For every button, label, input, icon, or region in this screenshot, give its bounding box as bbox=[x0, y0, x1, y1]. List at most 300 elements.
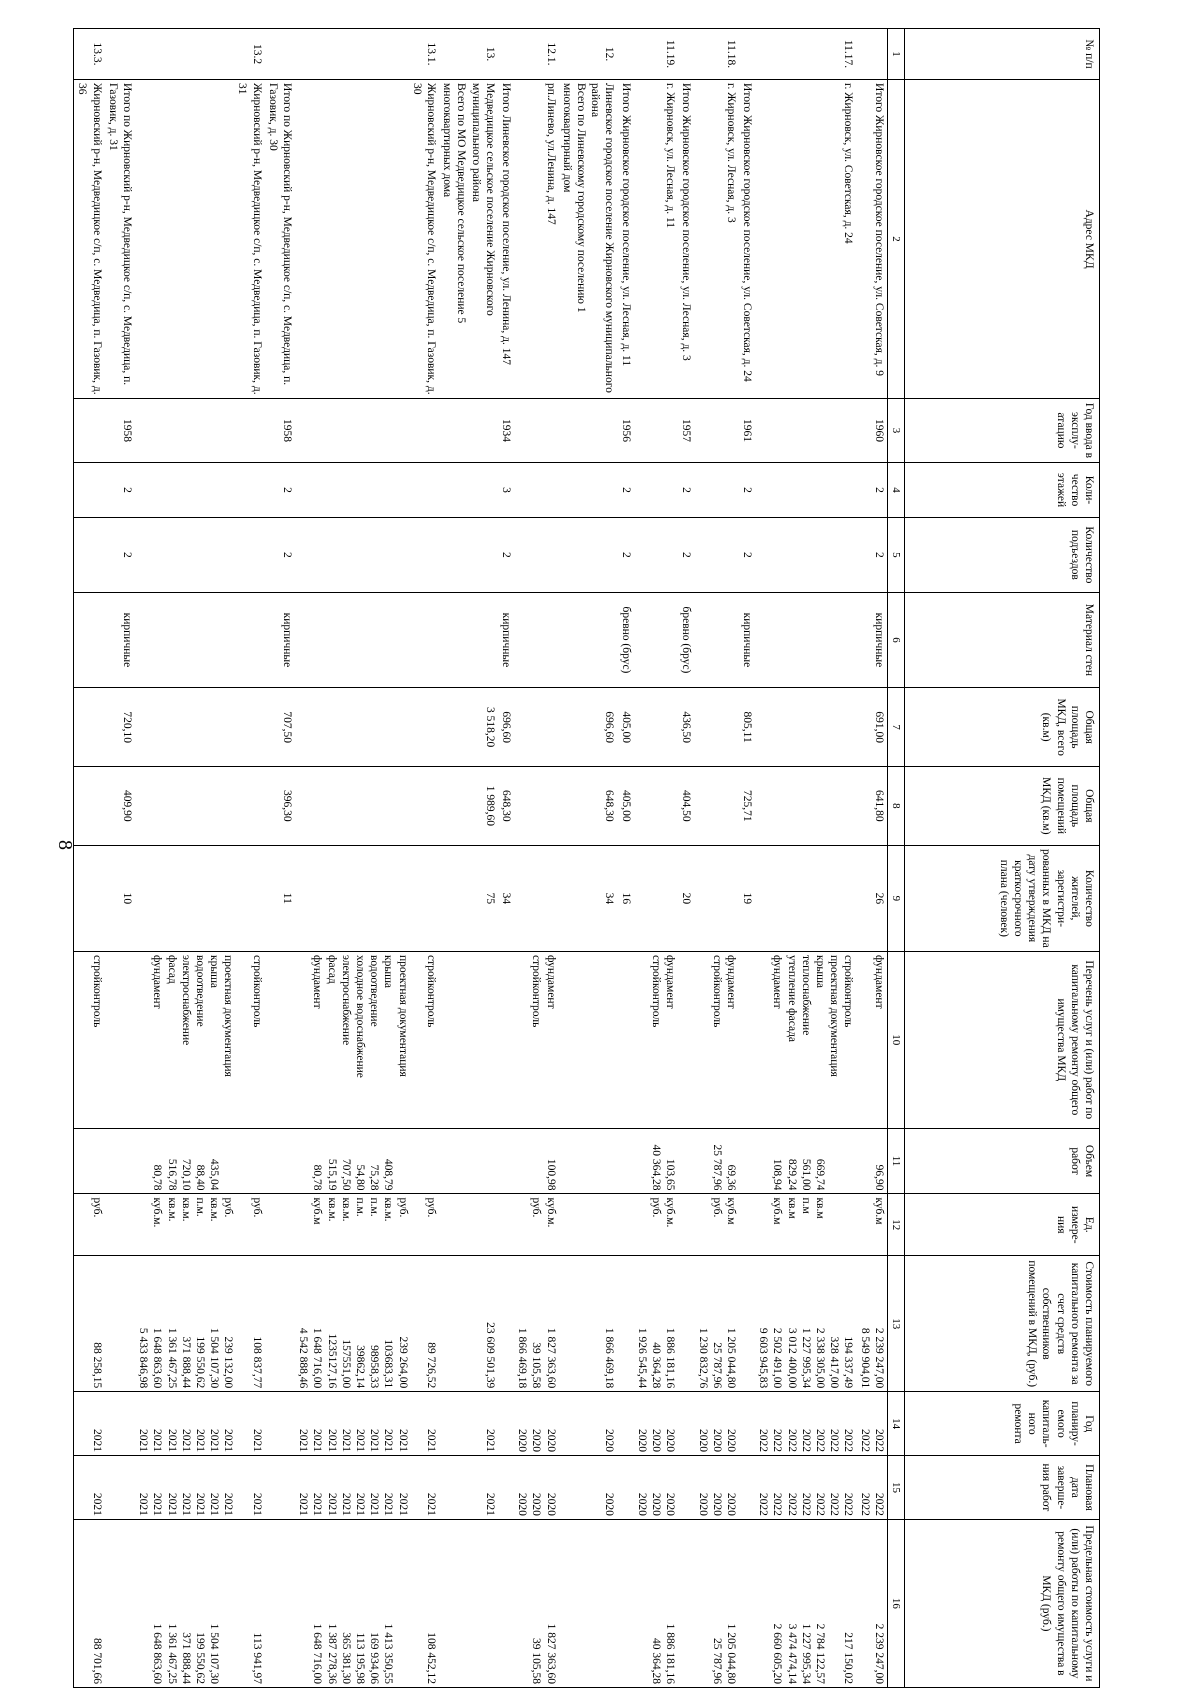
units-line: п.м. bbox=[368, 1197, 381, 1217]
end-year-cell bbox=[755, 1456, 856, 1520]
cost-line: 157551,00 bbox=[339, 1339, 352, 1389]
address-cell bbox=[105, 80, 135, 399]
volume-line: 80,78 bbox=[311, 1164, 324, 1191]
units-cell bbox=[634, 1194, 679, 1256]
end-year-line: 2021 bbox=[382, 1492, 395, 1516]
cost-line: 40 364,28 bbox=[649, 1342, 662, 1389]
plan-year-line: 2021 bbox=[368, 1429, 381, 1453]
end-year-line: 2021 bbox=[483, 1492, 496, 1516]
address-cell bbox=[559, 80, 618, 399]
volume-line: 75,28 bbox=[368, 1164, 381, 1191]
floors-cell: 2 bbox=[856, 462, 887, 517]
rooms-area-cell bbox=[514, 766, 559, 845]
end-year-line: 2020 bbox=[710, 1492, 723, 1516]
limit-cost-line: 2 784 122,57 bbox=[814, 1623, 827, 1684]
end-year-line: 2022 bbox=[858, 1492, 871, 1516]
address-cell bbox=[678, 80, 694, 399]
residents-cell bbox=[694, 845, 739, 951]
plan-year-line: 2021 bbox=[193, 1429, 206, 1453]
residents-cell: 10 bbox=[105, 845, 135, 951]
wall-material-cell bbox=[514, 592, 559, 688]
total-area-cell bbox=[295, 688, 439, 767]
end-year-cell bbox=[295, 1456, 439, 1520]
plan-year-cell bbox=[105, 1392, 135, 1456]
works-list-line: стройконтроль bbox=[710, 955, 723, 1028]
plan-year-cell bbox=[739, 1392, 755, 1456]
row-number: 12. bbox=[559, 29, 618, 80]
limit-cost-cell bbox=[74, 1519, 105, 1687]
volume-line: 516,78 bbox=[165, 1158, 178, 1191]
units-cell bbox=[514, 1194, 559, 1256]
works-list-line: фасад bbox=[165, 955, 178, 984]
cost-line: 1 648 716,00 bbox=[311, 1327, 324, 1389]
plan-year-line: 2021 bbox=[297, 1429, 310, 1453]
cost-line: 103683,31 bbox=[382, 1339, 395, 1389]
row-number: 12.1. bbox=[514, 29, 559, 80]
cost-cell bbox=[634, 1256, 679, 1392]
units-line: кв.м. bbox=[165, 1197, 178, 1222]
end-year-line: 2020 bbox=[516, 1492, 529, 1516]
column-header: Год планиру-емого капиталь-ного ремонта bbox=[905, 1392, 1100, 1456]
plan-year-line: 2021 bbox=[90, 1429, 103, 1453]
works-list-line: проектная документация bbox=[222, 955, 235, 1077]
cost-cell bbox=[856, 1256, 887, 1392]
units-line bbox=[827, 1197, 841, 1252]
limit-cost-cell bbox=[739, 1519, 755, 1687]
works-list-cell bbox=[739, 952, 755, 1129]
end-year-cell bbox=[739, 1456, 755, 1520]
row-number: 13.1. bbox=[295, 29, 439, 80]
floors-cell: 2 bbox=[105, 462, 135, 517]
cost-line: 25 787,96 bbox=[710, 1342, 723, 1389]
units-line: куб.м. bbox=[544, 1197, 557, 1228]
cost-line: 1 926 545,44 bbox=[635, 1327, 648, 1389]
volume-line bbox=[395, 1132, 409, 1191]
works-list-line: фундамент bbox=[771, 955, 784, 1009]
cost-line: 5 433 846,98 bbox=[137, 1327, 150, 1389]
table-row bbox=[105, 29, 135, 1688]
units-line: руб. bbox=[649, 1197, 662, 1218]
units-line bbox=[841, 1197, 855, 1252]
address-line: Жирновский р-н, Медведицкое с/п, с. Медведица, п. Газовик, д. 31 bbox=[236, 83, 263, 395]
works-list-cell bbox=[295, 952, 439, 1129]
row-number: 13.3. bbox=[74, 29, 105, 80]
units-line: куб.м bbox=[872, 1197, 885, 1225]
address-cell bbox=[74, 80, 105, 399]
end-year-line: 2021 bbox=[165, 1492, 178, 1516]
floors-cell bbox=[559, 462, 618, 517]
table-row bbox=[498, 29, 514, 1688]
units-cell bbox=[694, 1194, 739, 1256]
column-number: 12 bbox=[887, 1194, 904, 1256]
table-body bbox=[74, 29, 888, 1688]
table-row bbox=[439, 29, 498, 1688]
volume-line: 100,98 bbox=[544, 1158, 557, 1191]
plan-year-line: 2022 bbox=[858, 1429, 871, 1453]
plan-year-line: 2020 bbox=[603, 1429, 616, 1453]
column-header: Объем работ bbox=[905, 1128, 1100, 1194]
address-cell bbox=[439, 80, 498, 399]
volume-line bbox=[529, 1132, 543, 1191]
year-built-cell: 1958 bbox=[265, 399, 295, 463]
works-list-line: крыша bbox=[814, 955, 827, 989]
plan-year-line: 2021 bbox=[137, 1429, 150, 1453]
volume-line: 720,10 bbox=[179, 1158, 192, 1191]
plan-year-line: 2020 bbox=[664, 1429, 677, 1453]
volume-cell bbox=[74, 1128, 105, 1194]
cost-line: 1 230 832,76 bbox=[696, 1327, 709, 1389]
address-line: Медведицкое сельское поселение Жирновского муниципального района bbox=[469, 83, 496, 316]
limit-cost-line: 113 195,98 bbox=[354, 1632, 367, 1684]
table-row bbox=[559, 29, 618, 1688]
units-line: руб. bbox=[710, 1197, 723, 1218]
total-area-cell: 436,50 bbox=[678, 688, 694, 767]
residents-cell: 16 bbox=[617, 845, 633, 951]
units-line: кв.м. bbox=[325, 1197, 338, 1222]
floors-cell bbox=[295, 462, 439, 517]
end-year-cell bbox=[498, 1456, 514, 1520]
rooms-area-cell bbox=[295, 766, 439, 845]
plan-year-line: 2022 bbox=[771, 1429, 784, 1453]
cost-line: 328 417,00 bbox=[828, 1336, 841, 1389]
end-year-line: 2020 bbox=[544, 1492, 557, 1516]
plan-year-cell bbox=[559, 1392, 618, 1456]
column-header: Количество подъездов bbox=[905, 518, 1100, 592]
year-built-cell bbox=[439, 399, 498, 463]
cost-line bbox=[410, 1259, 424, 1388]
works-list-cell bbox=[856, 952, 887, 1129]
limit-cost-line bbox=[235, 1523, 249, 1684]
units-cell bbox=[295, 1194, 439, 1256]
plan-year-cell bbox=[439, 1392, 498, 1456]
works-list-cell bbox=[755, 952, 856, 1129]
works-list-cell bbox=[498, 952, 514, 1129]
cost-cell bbox=[105, 1256, 135, 1392]
cost-line: 3 012 400,00 bbox=[785, 1327, 798, 1389]
floors-cell bbox=[634, 462, 679, 517]
limit-cost-line bbox=[410, 1523, 424, 1684]
column-number: 15 bbox=[887, 1456, 904, 1520]
volume-line: 80,78 bbox=[151, 1164, 164, 1191]
units-cell bbox=[265, 1194, 295, 1256]
total-area-cell: 696,60 bbox=[498, 688, 514, 767]
cost-line: 1 866 469,18 bbox=[516, 1327, 529, 1389]
works-list-line: теплоснабжение bbox=[799, 955, 812, 1036]
limit-cost-line bbox=[827, 1523, 841, 1684]
works-list-line: стройконтроль bbox=[90, 955, 103, 1028]
end-year-line: 2021 bbox=[339, 1492, 352, 1516]
limit-cost-line: 1 387 278,36 bbox=[325, 1623, 338, 1684]
wall-material-cell bbox=[559, 592, 618, 688]
plan-year-cell bbox=[617, 1392, 633, 1456]
units-line: руб. bbox=[222, 1197, 235, 1218]
column-number: 13 bbox=[887, 1256, 904, 1392]
residents-cell: 34 bbox=[498, 845, 514, 951]
end-year-line: 2021 bbox=[368, 1492, 381, 1516]
residents-cell: 26 bbox=[856, 845, 887, 951]
works-list-cell bbox=[559, 952, 618, 1129]
works-list-line bbox=[235, 955, 249, 1125]
units-cell bbox=[105, 1194, 135, 1256]
address-line: Всего по МО Медведицкое сельское поселение 5 многоквартирных дома bbox=[441, 83, 468, 324]
end-year-cell bbox=[559, 1456, 618, 1520]
units-cell bbox=[135, 1194, 265, 1256]
capital-repair-plan-table bbox=[76, 28, 1100, 1688]
table-row bbox=[135, 29, 265, 1688]
volume-line: 69,36 bbox=[724, 1164, 737, 1191]
limit-cost-line: 88 701,66 bbox=[90, 1638, 103, 1684]
row-number bbox=[498, 29, 514, 80]
units-line bbox=[235, 1197, 249, 1252]
end-year-line: 2021 bbox=[90, 1492, 103, 1516]
cost-line: 2 338 305,00 bbox=[814, 1327, 827, 1389]
limit-cost-line: 3 474 474,14 bbox=[785, 1623, 798, 1684]
row-number: 13. bbox=[439, 29, 498, 80]
plan-year-cell bbox=[694, 1392, 739, 1456]
cost-line: 1 866 469,18 bbox=[603, 1327, 616, 1389]
plan-year-line: 2021 bbox=[483, 1429, 496, 1453]
column-header: Предельная стоимость услуги и (или) работы по капитальному ремонту общего имущества в МКД (руб.) bbox=[905, 1519, 1100, 1687]
cost-cell bbox=[135, 1256, 265, 1392]
year-built-cell bbox=[634, 399, 679, 463]
column-number-row bbox=[887, 29, 904, 1688]
cost-line: 239 264,00 bbox=[396, 1336, 409, 1389]
volume-line: 829,24 bbox=[785, 1158, 798, 1191]
column-header: Материал стен bbox=[905, 592, 1100, 688]
works-list-cell bbox=[694, 952, 739, 1129]
volume-line bbox=[89, 1132, 103, 1191]
cost-cell bbox=[295, 1256, 439, 1392]
plan-year-line: 2022 bbox=[785, 1429, 798, 1453]
total-area-cell: 3 518,20 bbox=[439, 688, 498, 767]
volume-cell bbox=[694, 1128, 739, 1194]
cost-cell bbox=[74, 1256, 105, 1392]
end-year-line: 2022 bbox=[785, 1492, 798, 1516]
wall-material-cell: кирпичные bbox=[739, 592, 755, 688]
units-line: кв.м. bbox=[179, 1197, 192, 1222]
floors-cell: 2 bbox=[678, 462, 694, 517]
year-built-cell bbox=[74, 399, 105, 463]
table-row bbox=[514, 29, 559, 1688]
column-header: Плановая дата заверше-ния работ bbox=[905, 1456, 1100, 1520]
works-list-line: электроснабжение bbox=[339, 955, 352, 1046]
row-number: 11.18. bbox=[694, 29, 739, 80]
floors-cell bbox=[439, 462, 498, 517]
column-number: 7 bbox=[887, 688, 904, 767]
address-line: Итого Жирновское городское поселение, ул. Советская, д. 24 bbox=[741, 83, 754, 382]
row-number: 11.19. bbox=[634, 29, 679, 80]
volume-line bbox=[250, 1132, 264, 1191]
works-list-line: фасад bbox=[325, 955, 338, 984]
units-line: руб. bbox=[90, 1197, 103, 1218]
limit-cost-line: 1 205 044,80 bbox=[724, 1623, 737, 1684]
column-header: Адрес МКД bbox=[905, 80, 1100, 399]
cost-cell bbox=[694, 1256, 739, 1392]
column-header: № п/п bbox=[905, 29, 1100, 80]
end-year-cell bbox=[135, 1456, 265, 1520]
end-year-line: 2021 bbox=[151, 1492, 164, 1516]
volume-line: 88,40 bbox=[193, 1164, 206, 1191]
end-year-line: 2021 bbox=[396, 1492, 409, 1516]
end-year-line: 2021 bbox=[325, 1492, 338, 1516]
year-built-cell bbox=[514, 399, 559, 463]
works-list-line: стройконтроль bbox=[649, 955, 662, 1028]
entrances-cell bbox=[74, 518, 105, 592]
volume-cell bbox=[739, 1128, 755, 1194]
units-line: куб.м bbox=[724, 1197, 737, 1225]
end-year-line: 2021 bbox=[193, 1492, 206, 1516]
end-year-line: 2020 bbox=[696, 1492, 709, 1516]
works-list-cell bbox=[678, 952, 694, 1129]
end-year-line bbox=[410, 1459, 424, 1516]
plan-year-line: 2022 bbox=[814, 1429, 827, 1453]
column-number: 1 bbox=[887, 29, 904, 80]
rooms-area-cell bbox=[634, 766, 679, 845]
volume-line bbox=[841, 1132, 855, 1191]
end-year-line: 2021 bbox=[311, 1492, 324, 1516]
wall-material-cell bbox=[694, 592, 739, 688]
plan-year-line: 2021 bbox=[339, 1429, 352, 1453]
volume-cell bbox=[856, 1128, 887, 1194]
works-list-cell bbox=[634, 952, 679, 1129]
limit-cost-line: 1 886 181,16 bbox=[664, 1623, 677, 1684]
works-list-line: фундамент bbox=[544, 955, 557, 1009]
entrances-cell bbox=[439, 518, 498, 592]
column-header: Общая площадь МКД, всего (кв.м) bbox=[905, 688, 1100, 767]
entrances-cell: 2 bbox=[617, 518, 633, 592]
rooms-area-cell: 1 989,60 bbox=[439, 766, 498, 845]
table-row bbox=[856, 29, 887, 1688]
cost-line: 2 239 247,00 bbox=[872, 1327, 885, 1389]
column-number: 3 bbox=[887, 399, 904, 463]
end-year-line: 2022 bbox=[757, 1492, 770, 1516]
cost-line: 239 132,00 bbox=[222, 1336, 235, 1389]
works-list-line: утепление фасада bbox=[785, 955, 798, 1043]
works-list-cell bbox=[439, 952, 498, 1129]
table-row bbox=[678, 29, 694, 1688]
cost-line: 1 648 863,60 bbox=[151, 1327, 164, 1389]
wall-material-cell: бревно (брус) bbox=[678, 592, 694, 688]
cost-cell bbox=[498, 1256, 514, 1392]
end-year-line bbox=[235, 1459, 249, 1516]
entrances-cell bbox=[694, 518, 739, 592]
column-header: Коли-чество этажей bbox=[905, 462, 1100, 517]
plan-year-line: 2020 bbox=[710, 1429, 723, 1453]
rooms-area-cell: 641,80 bbox=[856, 766, 887, 845]
works-list-line: водоотведение bbox=[368, 955, 381, 1027]
plan-year-line: 2021 bbox=[179, 1429, 192, 1453]
cost-line: 1 205 044,80 bbox=[724, 1327, 737, 1389]
cost-cell bbox=[265, 1256, 295, 1392]
cost-cell bbox=[559, 1256, 618, 1392]
address-cell bbox=[856, 80, 887, 399]
address-cell bbox=[498, 80, 514, 399]
address-cell bbox=[634, 80, 679, 399]
works-list-line: фундамент bbox=[664, 955, 677, 1009]
works-list-line: крыша bbox=[382, 955, 395, 989]
plan-year-line: 2022 bbox=[872, 1429, 885, 1453]
units-line: куб.м bbox=[771, 1197, 784, 1225]
cost-line: 1 827 363,60 bbox=[544, 1327, 557, 1389]
year-built-cell: 1934 bbox=[498, 399, 514, 463]
cost-line: 1235127,16 bbox=[325, 1333, 338, 1389]
cost-line: 194 337,49 bbox=[842, 1336, 855, 1389]
address-cell bbox=[514, 80, 559, 399]
total-area-cell bbox=[514, 688, 559, 767]
residents-cell: 19 bbox=[739, 845, 755, 951]
year-built-cell bbox=[694, 399, 739, 463]
cost-line: 1 361 467,25 bbox=[165, 1327, 178, 1389]
column-number: 5 bbox=[887, 518, 904, 592]
column-header: Перечень услуг и (или) работ по капитальному ремонту общего имущества МКД bbox=[905, 952, 1100, 1129]
address-line: рп.Линево, ул.Ленина, д. 147 bbox=[544, 83, 557, 225]
plan-year-line: 2021 bbox=[208, 1429, 221, 1453]
volume-cell bbox=[265, 1128, 295, 1194]
plan-year-line: 2021 bbox=[325, 1429, 338, 1453]
end-year-line: 2020 bbox=[603, 1492, 616, 1516]
end-year-cell bbox=[634, 1456, 679, 1520]
limit-cost-cell bbox=[295, 1519, 439, 1687]
plan-year-cell bbox=[514, 1392, 559, 1456]
plan-year-line: 2022 bbox=[799, 1429, 812, 1453]
rooms-area-cell bbox=[694, 766, 739, 845]
end-year-cell bbox=[439, 1456, 498, 1520]
floors-cell: 2 bbox=[617, 462, 633, 517]
volume-line bbox=[424, 1132, 438, 1191]
plan-year-line: 2021 bbox=[396, 1429, 409, 1453]
end-year-line: 2020 bbox=[649, 1492, 662, 1516]
address-line: Итого Жирновское городское поселение, ул. Советская, д. 9 bbox=[872, 83, 885, 376]
limit-cost-line: 40 364,28 bbox=[649, 1638, 662, 1684]
address-line: Итого Жирновское городское поселение, ул. Лесная, д. 3 bbox=[680, 83, 693, 361]
header-row bbox=[905, 29, 1100, 1688]
address-line: г. Жирновск, ул. Лесная, д. 11 bbox=[664, 83, 677, 229]
volume-cell bbox=[439, 1128, 498, 1194]
works-list-line: стройконтроль bbox=[530, 955, 543, 1028]
column-number: 6 bbox=[887, 592, 904, 688]
wall-material-cell: бревно (брус) bbox=[617, 592, 633, 688]
plan-year-line: 2020 bbox=[544, 1429, 557, 1453]
plan-year-cell bbox=[634, 1392, 679, 1456]
address-cell bbox=[694, 80, 739, 399]
units-cell bbox=[755, 1194, 856, 1256]
entrances-cell: 2 bbox=[856, 518, 887, 592]
volume-line bbox=[235, 1132, 249, 1191]
plan-year-line: 2021 bbox=[250, 1429, 263, 1453]
rooms-area-cell: 405,00 bbox=[617, 766, 633, 845]
row-number bbox=[265, 29, 295, 80]
address-cell bbox=[295, 80, 439, 399]
volume-line: 40 364,28 bbox=[649, 1144, 662, 1191]
limit-cost-line: 1 648 863,60 bbox=[151, 1623, 164, 1684]
volume-cell bbox=[634, 1128, 679, 1194]
address-line: г. Жирновск, ул. Лесная, д. 3 bbox=[724, 83, 737, 223]
total-area-cell bbox=[634, 688, 679, 767]
wall-material-cell bbox=[135, 592, 265, 688]
residents-cell bbox=[755, 845, 856, 951]
units-line: п.м. bbox=[354, 1197, 367, 1217]
limit-cost-cell bbox=[678, 1519, 694, 1687]
entrances-cell: 2 bbox=[498, 518, 514, 592]
year-built-cell: 1960 bbox=[856, 399, 887, 463]
volume-cell bbox=[135, 1128, 265, 1194]
works-list-line: водоотведение bbox=[193, 955, 206, 1027]
row-number bbox=[739, 29, 755, 80]
volume-cell bbox=[295, 1128, 439, 1194]
address-line: Всего по Линевскому городскому поселению 1 многоквартирный дом bbox=[560, 83, 587, 313]
wall-material-cell: кирпичные bbox=[105, 592, 135, 688]
units-line: руб. bbox=[250, 1197, 263, 1218]
